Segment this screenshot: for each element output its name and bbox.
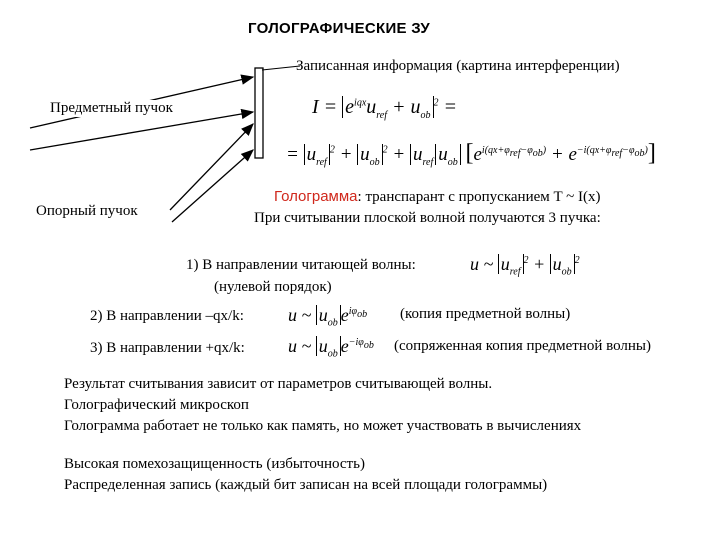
recorded-info-leader (262, 66, 300, 70)
hologram-definition (274, 188, 601, 206)
beam-1-formula: u ~ $u_{ref}^2 + u_{ob}^2$ (470, 254, 580, 278)
advantage-1: Высокая помехозащищенность (избыточность) (64, 456, 365, 472)
beam-3-note: (сопряженная копия предметной волны) (394, 338, 651, 354)
intensity-equation-1 (312, 96, 457, 121)
conclusion-2: Голографический микроскоп (64, 397, 249, 413)
reference-beam-ray-1 (170, 124, 253, 210)
intensity-equation-2: = $u_{ref}^2 + u_{ob}^2 + u_{ref}$ $u_{ob}$ $[e^{i(qx+\varphi_{ref}-\varphi_{ob})} + e^{-i(qx+\varphi_{ref}-\varphi_{ob})}]$ (286, 140, 656, 168)
beam-1-sublabel: (нулевой порядок) (214, 279, 332, 295)
eq1-text: $I = e^{iqx}u_{ref} + u_{ob}^2$ = (312, 96, 458, 121)
beam-1-label: 1) В направлении читающей волны: (186, 257, 416, 273)
reference-beam-label: Опорный пучок (36, 203, 138, 219)
object-beam-label: Предметный пучок (50, 100, 173, 116)
reference-beam-ray-2 (172, 150, 253, 222)
hologram-term: Голограмма (274, 188, 358, 205)
page-title: ГОЛОГРАФИЧЕСКИЕ ЗУ (248, 20, 431, 37)
conclusion-3: Голограмма работает не только как память, но может участвовать в вычислениях (64, 418, 582, 434)
beam-2-note: (копия предметной волны) (400, 306, 571, 322)
beam-3-formula: u ~ $u_{ob}$ $e^{-i\varphi_{ob}}$ (288, 336, 374, 360)
beam-2-formula: u ~ $u_{ob}$ $e^{i\varphi_{ob}}$ (288, 305, 368, 329)
reading-statement: При считывании плоской волной получаются 3 пучка: (254, 210, 601, 226)
conclusion-1: Результат считывания зависит от параметров считывающей волны. (64, 376, 493, 392)
object-beam-ray-2 (30, 112, 253, 150)
hologram-definition-text: : транспарант с пропусканием T ~ I(x) (357, 189, 601, 205)
advantage-2: Распределенная запись (каждый бит записан на всей площади голограммы) (64, 477, 548, 493)
recorded-info-label: Записанная информация (картина интерференции) (296, 58, 620, 74)
hologram-plate (255, 68, 263, 158)
beam-3-label: 3) В направлении +qx/k: (90, 340, 245, 356)
beam-2-label: 2) В направлении –qx/k: (90, 308, 244, 324)
